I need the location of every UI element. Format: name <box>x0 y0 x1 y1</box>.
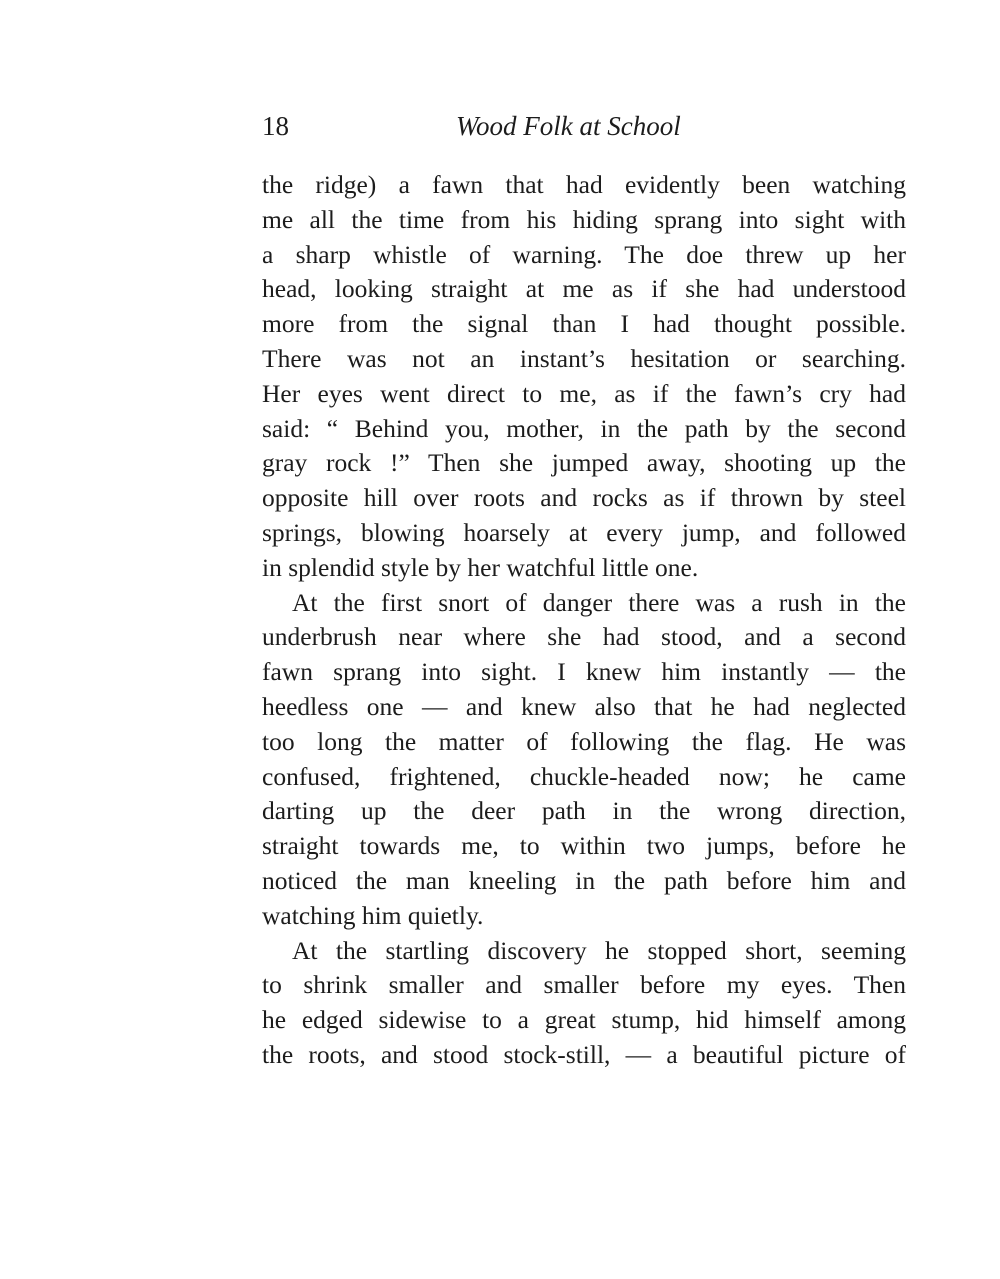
text-line: a sharp whistle of warning. The doe threw up her <box>262 239 906 269</box>
running-title: Wood Folk at School <box>456 111 681 141</box>
text-line: Her eyes went direct to me, as if the fawn’s cry had <box>262 378 906 408</box>
text-line: the ridge) a fawn that had evidently been watching <box>262 170 906 199</box>
text-line: head, looking straight at me as if she had understood <box>262 274 906 304</box>
text-line: At the first snort of danger there was a rush in the <box>292 587 906 617</box>
text-line: confused, frightened, chuckle-headed now; he came <box>262 761 906 791</box>
text-line: he edged sidewise to a great stump, hid himself among <box>262 1005 906 1035</box>
text-line: opposite hill over roots and rocks as if thrown by steel <box>262 483 906 513</box>
page-number: 18 <box>262 111 289 141</box>
text-line: said: “ Behind you, mother, in the path by the second <box>262 413 906 443</box>
text-line: noticed the man kneeling in the path before him and <box>262 865 906 895</box>
text-line: watching him quietly. <box>262 900 484 930</box>
text-line: There was not an instant’s hesitation or searching. <box>262 343 906 373</box>
text-line: too long the matter of following the flag. He was <box>262 726 906 756</box>
text-line: more from the signal than I had thought possible. <box>262 309 906 339</box>
text-line: darting up the deer path in the wrong direction, <box>262 796 906 826</box>
text-line: springs, blowing hoarsely at every jump, and followed <box>262 517 906 547</box>
text-line: fawn sprang into sight. I knew him instantly — the <box>262 657 906 687</box>
text-line: heedless one — and knew also that he had neglected <box>262 691 906 721</box>
text-line: me all the time from his hiding sprang into sight with <box>262 204 906 234</box>
text-line: in splendid style by her watchful little one. <box>262 552 699 582</box>
text-line: underbrush near where she had stood, and a second <box>262 622 906 652</box>
text-line: At the startling discovery he stopped short, seeming <box>292 935 906 965</box>
body-text <box>262 168 906 1073</box>
running-head <box>262 106 906 146</box>
text-line: to shrink smaller and smaller before my eyes. Then <box>262 970 906 1000</box>
text-line: gray rock !” Then she jumped away, shooting up the <box>262 448 906 478</box>
text-line: straight towards me, to within two jumps, before he <box>262 831 906 861</box>
text-line: the roots, and stood stock-still, — a beautiful picture of <box>262 1039 906 1069</box>
